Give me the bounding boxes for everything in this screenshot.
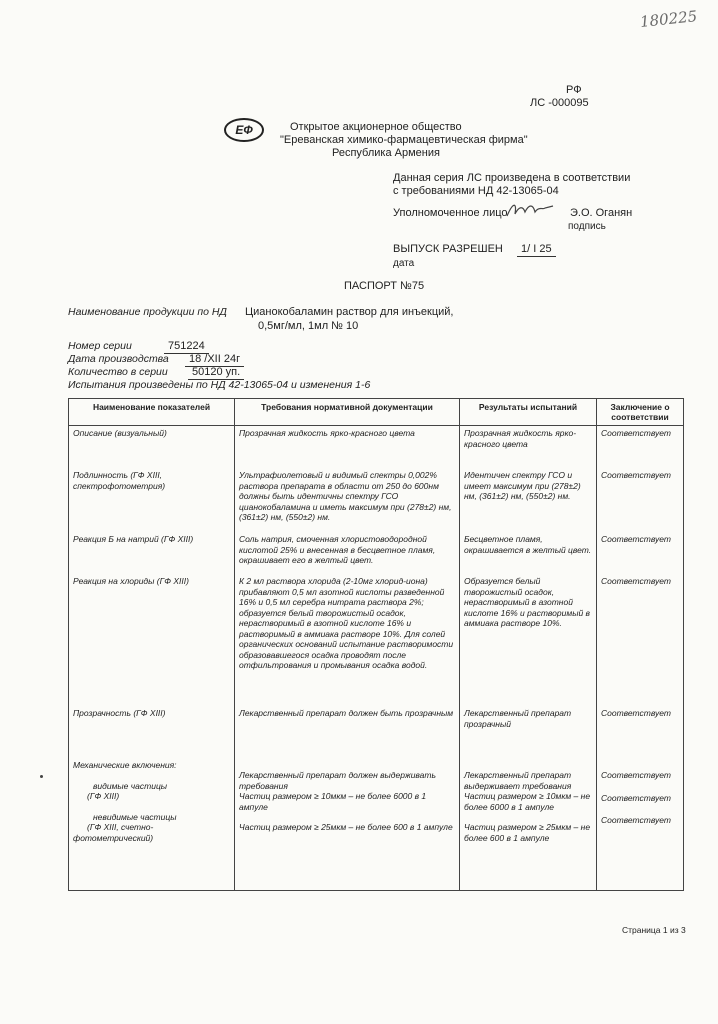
cell-requirement: Ультрафиолетовый и видимый спектры 0,002% раствора препарата в области от 250 до 600нм должны быть идентичны спектру ГСО цианокобаламина и иметь максимум при (278±2) нм, (361±2) нм, (550±2) нм.	[235, 468, 460, 532]
table-row	[69, 468, 684, 532]
mech-concl3: Соответствует	[601, 815, 671, 825]
header-results: Результаты испытаний	[460, 399, 597, 426]
cell-conclusion: Соответствует	[597, 706, 684, 758]
handwritten-number: 180225	[639, 7, 699, 31]
release-label: ВЫПУСК РАЗРЕШЕН	[393, 243, 503, 255]
cell-result: Идентичен спектру ГСО и имеет максимум при (278±2) нм, (361±2) нм, (550±2) нм.	[460, 468, 597, 532]
signature-image	[505, 200, 555, 220]
ls-number: ЛС -000095	[530, 97, 589, 109]
mech-visible-line2: (ГФ XIII)	[87, 791, 120, 801]
mech-res1: Лекарственный препарат выдерживает требования	[464, 770, 572, 791]
table-row	[69, 574, 684, 706]
mech-res3: Частиц размером ≥ 25мкм – не более 600 в 1 ампуле	[464, 822, 591, 843]
release-date: 1/ I 25	[517, 243, 556, 257]
cell-result: Лекарственный препарат прозрачный	[460, 706, 597, 758]
header-requirements: Требования нормативной документации	[235, 399, 460, 426]
cell-conclusion: Соответствует	[597, 574, 684, 706]
company-line2: "Ереванская химико-фармацевтическая фирма"	[280, 134, 528, 146]
table-row-mechanical	[69, 758, 684, 891]
authorized-label: Уполномоченное лицо	[393, 207, 508, 219]
cell-result: Бесцветное пламя, окрашивается в желтый цвет.	[460, 532, 597, 574]
header-indicator: Наименование показателей	[69, 399, 235, 426]
company-line1: Открытое акционерное общество	[290, 121, 462, 133]
cell-conclusion: Соответствует	[597, 532, 684, 574]
release-date-label: дата	[393, 258, 415, 269]
cell-name: Прозрачность (ГФ XIII)	[69, 706, 235, 758]
series-label: Номер серии	[68, 340, 132, 352]
cell-requirement: Лекарственный препарат должен быть прозрачным	[235, 706, 460, 758]
cell-requirement: Соль натрия, смоченная хлористоводородной кислотой 25% и внесенная в бесцветное пламя, окрашивает его в желтый цвет.	[235, 532, 460, 574]
scan-speck	[40, 775, 43, 778]
cell-name: Описание (визуальный)	[69, 426, 235, 469]
authorized-name: Э.О. Оганян	[570, 207, 633, 219]
mech-invisible-line1: невидимые частицы	[93, 811, 177, 822]
product-label: Наименование продукции по НД	[68, 306, 227, 318]
product-name-line2: 0,5мг/мл, 1мл № 10	[258, 320, 359, 332]
mech-invisible-line2: (ГФ XIII, счетно-	[87, 822, 154, 832]
production-date-label: Дата производства	[68, 353, 169, 365]
mech-visible-line1: видимые частицы	[93, 780, 168, 791]
mech-title: Механические включения:	[73, 760, 177, 770]
mech-invisible-line3: фотометрический)	[73, 832, 154, 843]
page-number: Страница 1 из 3	[622, 925, 686, 935]
table-row	[69, 706, 684, 758]
company-line3: Республика Армения	[332, 147, 440, 159]
passport-title: ПАСПОРТ №75	[344, 280, 425, 292]
quantity-value: 50120 уп.	[188, 366, 244, 380]
table-row	[69, 532, 684, 574]
cell-result: Образуется белый творожистый осадок, нерастворимый в азотной кислоте 16% и растворимый в аммиака растворе 10%.	[460, 574, 597, 706]
cell-name: Реакция Б на натрий (ГФ XIII)	[69, 532, 235, 574]
mech-concl1: Соответствует	[601, 770, 671, 780]
rf-label: РФ	[566, 84, 582, 96]
series-statement-line1: Данная серия ЛС произведена в соответствии	[393, 172, 631, 184]
cell-conclusion: Соответствует	[597, 426, 684, 469]
header-conclusion: Заключение о соответствии	[597, 399, 684, 426]
signature-label: подпись	[568, 221, 606, 232]
cell-result-mechanical	[460, 758, 597, 891]
cell-name: Подлинность (ГФ XIII, спектрофотометрия)	[69, 468, 235, 532]
quantity-label: Количество в серии	[68, 366, 168, 378]
production-date-value: 18 /XII 24г	[185, 353, 244, 367]
cell-requirement: Прозрачная жидкость ярко-красного цвета	[235, 426, 460, 469]
cell-name: Реакция на хлориды (ГФ XIII)	[69, 574, 235, 706]
table-row	[69, 426, 684, 469]
series-value: 751224	[164, 340, 209, 354]
product-name-line1: Цианокобаламин раствор для инъекций,	[245, 306, 454, 318]
test-results-table	[68, 398, 684, 891]
mech-req1: Лекарственный препарат должен выдерживать требования	[239, 770, 436, 791]
mech-req3: Частиц размером ≥ 25мкм – не более 600 в 1 ампуле	[239, 822, 453, 832]
mech-res2: Частиц размером ≥ 10мкм – не более 6000 в 1 ампуле	[464, 791, 591, 812]
mech-concl2: Соответствует	[601, 792, 671, 803]
cell-conclusion-mechanical	[597, 758, 684, 891]
cell-requirement-mechanical	[235, 758, 460, 891]
company-logo: ЕФ	[224, 118, 264, 142]
cell-name-mechanical	[69, 758, 235, 891]
cell-result: Прозрачная жидкость ярко-красного цвета	[460, 426, 597, 469]
cell-conclusion: Соответствует	[597, 468, 684, 532]
cell-requirement: К 2 мл раствора хлорида (2-10мг хлорид-иона) прибавляют 0,5 мл азотной кислоты разведенной 16% и 0,5 мл серебра нитрата раствора 2%; образуется белый творожистый осадок, нерастворимый в азотной кислоте 16% и растворимый в аммиака растворе 10%. Для солей органических оснований испытание растворимости образовавшегося осадка проводят после отфильтрования и промывания осадка водой.	[235, 574, 460, 706]
series-statement-line2: с требованиями НД 42-13065-04	[393, 185, 559, 197]
tests-label: Испытания произведены по НД 42-13065-04 и изменения 1-6	[68, 379, 371, 391]
mech-req2: Частиц размером ≥ 10мкм – не более 6000 в 1 ампуле	[239, 791, 427, 812]
